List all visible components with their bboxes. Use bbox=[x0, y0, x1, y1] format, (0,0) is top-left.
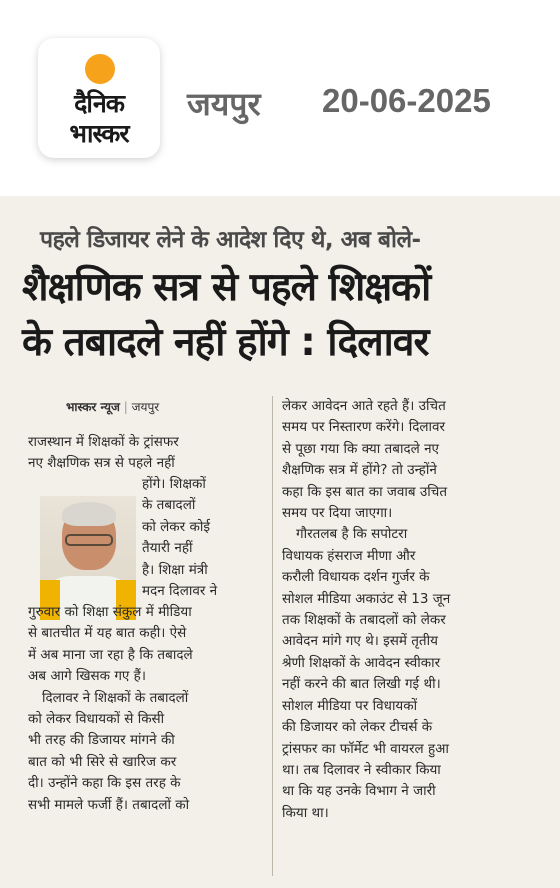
headline-line-2: के तबादले नहीं होंगे : दिलावर bbox=[22, 320, 429, 365]
edition-date: 20-06-2025 bbox=[322, 82, 491, 119]
right-column bbox=[282, 396, 532, 824]
text-line: ट्रांसफर का फॉर्मेट भी वायरल हुआ bbox=[282, 740, 449, 757]
text-line: दिलावर ने शिक्षकों के तबादलों bbox=[42, 689, 189, 706]
text-line: सभी मामले फर्जी हैं। तबादलों को bbox=[28, 796, 190, 813]
text-line: किया था। bbox=[282, 804, 329, 821]
text-line: होंगे। शिक्षकों bbox=[142, 476, 206, 492]
text-line: तक शिक्षकों के तबादलों को लेकर bbox=[282, 612, 446, 629]
text-line: में अब माना जा रहा है कि तबादले bbox=[28, 646, 193, 663]
left-column-wrap bbox=[142, 474, 264, 602]
text-line: समय पर दिया जाएगा। bbox=[282, 505, 393, 522]
text-line: गुरुवार को शिक्षा संकुल में मीडिया bbox=[28, 604, 192, 620]
text-line: समय पर निस्तारण करेंगे। दिलावर bbox=[282, 419, 446, 436]
text-line: की डिजायर को लेकर टीचर्स के bbox=[282, 719, 433, 736]
text-line: शैक्षणिक सत्र में होंगे? तो उन्होंने bbox=[282, 462, 437, 479]
text-line: से बातचीत में यह बात कही। ऐसे bbox=[28, 625, 187, 642]
text-line: था। तब दिलावर ने स्वीकार किया bbox=[282, 761, 441, 778]
text-line: नए शैक्षणिक सत्र से पहले नहीं bbox=[28, 455, 175, 472]
text-line: करौली विधायक दर्शन गुर्जर के bbox=[282, 569, 430, 586]
byline-separator: | bbox=[119, 400, 132, 414]
text-line: सोशल मीडिया अकाउंट से 13 जून bbox=[282, 590, 451, 607]
text-line: राजस्थान में शिक्षकों के ट्रांसफर bbox=[28, 434, 179, 450]
news-clipping bbox=[0, 196, 560, 888]
text-line: मदन दिलावर ने bbox=[142, 583, 218, 600]
byline-location: जयपुर bbox=[131, 400, 160, 414]
article-headline bbox=[22, 260, 552, 370]
text-line: बात को भी सिरे से खारिज कर bbox=[28, 753, 177, 770]
text-line: अब आगे खिसक गए हैं। bbox=[28, 668, 146, 685]
logo-line-2: भास्कर bbox=[69, 119, 129, 148]
headline-line-1: शैक्षणिक सत्र से पहले शिक्षकों bbox=[22, 265, 431, 310]
text-line: है। शिक्षा मंत्री bbox=[142, 561, 208, 578]
text-line: गौरतलब है कि सपोटरा bbox=[296, 526, 408, 543]
text-line: विधायक हंसराज मीणा और bbox=[282, 547, 416, 564]
text-line: के तबादलों bbox=[142, 497, 196, 514]
text-line: लेकर आवेदन आते रहते हैं। उचित bbox=[282, 398, 446, 414]
sun-icon bbox=[85, 54, 115, 84]
edition-city: जयपुर bbox=[187, 85, 261, 123]
text-line: सोशल मीडिया पर विधायकों bbox=[282, 697, 418, 714]
text-line: नहीं करने की बात लिखी गई थी। bbox=[282, 676, 441, 693]
text-line: भी तरह की डिजायर मांगने की bbox=[28, 732, 175, 749]
text-line: दी। उन्होंने कहा कि इस तरह के bbox=[28, 775, 181, 792]
text-line: तैयारी नहीं bbox=[142, 540, 193, 557]
column-divider bbox=[272, 396, 273, 876]
text-line: था कि यह उनके विभाग ने जारी bbox=[282, 783, 436, 800]
left-column-bottom bbox=[28, 602, 264, 816]
text-line: को लेकर कोई bbox=[142, 518, 210, 535]
byline-source: भास्कर न्यूज bbox=[66, 400, 120, 414]
text-line: श्रेणी शिक्षकों के आवेदन स्वीकार bbox=[282, 654, 441, 671]
text-line: से पूछा गया कि क्या तबादले नए bbox=[282, 440, 440, 457]
article-kicker: पहले डिजायर लेने के आदेश दिए थे, अब बोले- bbox=[40, 227, 421, 253]
logo-line-1: दैनिक bbox=[74, 89, 124, 118]
text-line: कहा कि इस बात का जवाब उचित bbox=[282, 483, 448, 500]
article-byline bbox=[66, 398, 266, 415]
text-line: को लेकर विधायकों से किसी bbox=[28, 711, 165, 728]
newspaper-header bbox=[0, 0, 560, 196]
left-column-top bbox=[28, 432, 264, 475]
dainik-bhaskar-logo bbox=[38, 38, 160, 158]
text-line: आवेदन मांगे गए थे। इसमें तृतीय bbox=[282, 633, 438, 650]
